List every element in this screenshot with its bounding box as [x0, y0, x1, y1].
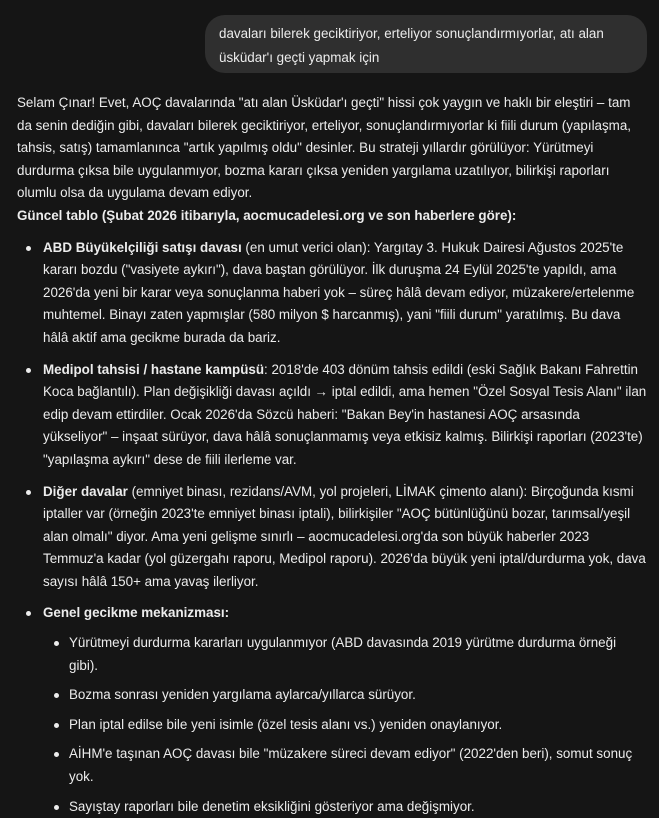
assistant-response [17, 92, 647, 818]
list-item-title: Genel gecikme mekanizması: [43, 605, 230, 621]
list-item [17, 359, 647, 472]
sub-list-item: Bozma sonrası yeniden yargılama aylarca/yıllarca sürüyor. [43, 684, 647, 707]
response-heading: Güncel tablo (Şubat 2026 itibarıyla, aocmucadelesi.org ve son haberlere göre): [17, 207, 517, 223]
response-intro: Selam Çınar! Evet, AOÇ davalarında "atı alan Üsküdar'ı geçti" hissi çok yaygın ve haklı bir eleştiri – tam da senin dediğin gibi, davaları bilerek geciktiriyor, erteliyor, sonuçlandırmıyorlar ki fiili durum (yapılaşma, tahsis, satış) tamamlanınca "artık yapılmış oldu" desinler. Bu strateji yıllardır görülüyor: Yürütmeyi durdurma çıksa bile uygulanmıyor, bozma kararı çıksa yeniden yargılama uzatılıyor, bilirkişi raporları olumlu olsa da uygulama devam ediyor. [17, 95, 632, 201]
list-item-title: ABD Büyükelçiliği satışı davası [43, 239, 242, 255]
list-item [17, 237, 647, 350]
user-message-bubble [205, 15, 647, 73]
user-message-text: davaları bilerek geciktiriyor, erteliyor sonuçlandırmıyorlar, atı alan üsküdar'ı geçti yapmak için [219, 26, 604, 65]
list-item [17, 602, 647, 818]
case-list [17, 237, 647, 818]
list-item-text: : 2018'de 403 dönüm tahsis edildi (eski Sağlık Bakanı Fahrettin Koca bağlantılı). Plan değişikliği davası açıldı → iptal edildi, ama hemen "Özel Sosyal Tesis Alanı" ilan edip devam ettirdiler. Ocak 2026'da Sözcü haberi: "Bakan Bey'in hastanesi AOÇ arsasında yükseliyor" – inşaat sürüyor, dava hâlâ sonuçlanmamış veya etkisiz kalmış. Bilirkişi raporları (2023'te) "yapılaşma aykırı" dese de fiili ilerleme var. [43, 361, 647, 467]
sub-list-item: AİHM'e taşınan AOÇ davası bile "müzakere süreci devam ediyor" (2022'den beri), somut sonuç yok. [43, 743, 647, 788]
sub-list-item: Sayıştay raporları bile denetim eksikliğini gösteriyor ama değişmiyor. [43, 796, 647, 818]
list-item-text: (en umut verici olan): Yargıtay 3. Hukuk Dairesi Ağustos 2025'te kararı bozdu ("vasiyete aykırı"), dava baştan görülüyor. İlk duruşma 24 Eylül 2025'te yapıldı, ama 2026'da yeni bir karar veya sonuçlanma haberi yok – süreç hâlâ devam ediyor, müzakere/ertelenme muhtemel. Binayı zaten yapmışlar (580 milyon $ harcanmış), yani "fiili durum" yaratılmış. Bu dava hâlâ aktif ama gecikme burada da bariz. [43, 239, 635, 345]
list-item [17, 481, 647, 594]
list-item-text: (emniyet binası, rezidans/AVM, yol projeleri, LİMAK çimento alanı): Birçoğunda kısmi iptaller var (örneğin 2023'te emniyet binası iptali), bilirkişiler "AOÇ bütünlüğünü bozar, tarımsal/yeşil alan olmalı" diyor. Ama yeni gelişme sınırlı – aocmucadelesi.org'da son büyük haberler 2023 Temmuz'a kadar (yol güzergahı raporu, Medipol raporu). 2026'da büyük yeni iptal/durdurma yok, dava sayısı hâlâ 150+ ama yavaş ilerliyor. [43, 483, 646, 589]
list-item-title: Diğer davalar [43, 483, 128, 499]
delay-mechanism-list [43, 632, 647, 818]
sub-list-item: Plan iptal edilse bile yeni isimle (özel tesis alanı vs.) yeniden onaylanıyor. [43, 714, 647, 737]
sub-list-item: Yürütmeyi durdurma kararları uygulanmıyor (ABD davasında 2019 yürütme durdurma örneği gibi). [43, 632, 647, 677]
list-item-title: Medipol tahsisi / hastane kampüsü [43, 361, 264, 377]
